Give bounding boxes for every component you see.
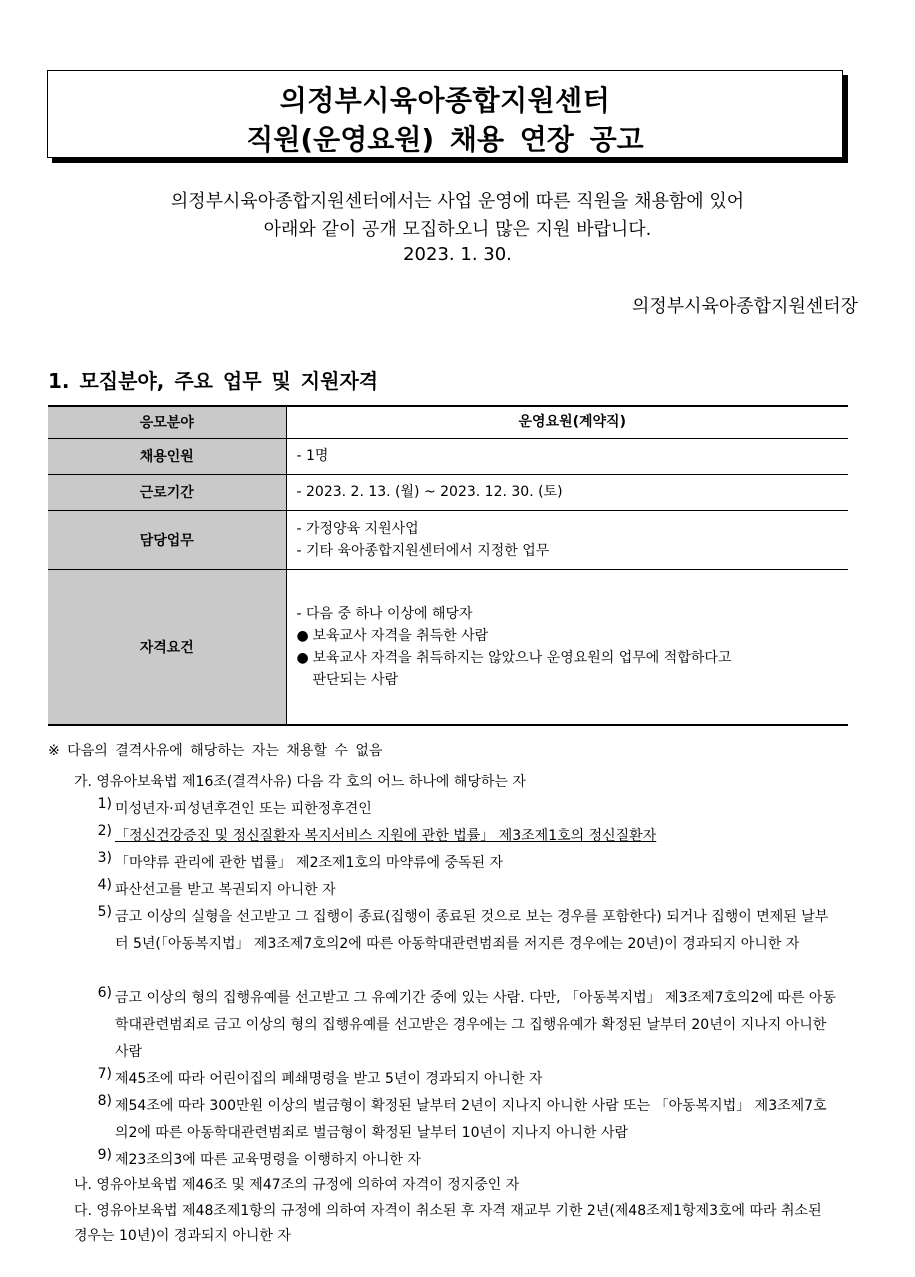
- qualification-line: ● 보육교사 자격을 취득하지는 않았으나 운영요원의 업무에 적합하다고: [297, 647, 849, 669]
- intro-line-1: 의정부시육아종합지원센터에서는 사업 운영에 따른 직원을 채용함에 있어: [170, 191, 745, 212]
- header-value: 운영요원(계약직): [286, 406, 848, 438]
- table-header-row: [48, 406, 848, 438]
- row-value: - 1명: [286, 438, 848, 474]
- section-heading: 1. 모집분야, 주요 업무 및 지원자격: [48, 369, 379, 393]
- sub-item-ga: 가. 영유아보육법 제16조(결격사유) 다음 각 호의 어느 하나에 해당하는 자: [74, 774, 526, 790]
- page-title: 의정부시육아종합지원센터: [279, 84, 611, 117]
- sub-item-na: 나. 영유아보육법 제46조 및 제47조의 규정에 의하여 자격이 정지중인 자: [74, 1177, 520, 1193]
- duty-line: - 가정양육 지원사업: [296, 520, 419, 537]
- duty-line: - 기타 육아종합지원센터에서 지정한 업무: [296, 542, 550, 559]
- qualification-line: - 다음 중 하나 이상에 해당자: [296, 605, 473, 622]
- header-label: 응모분야: [48, 406, 286, 438]
- row-label: 근로기간: [48, 474, 286, 510]
- notice-date: 2023. 1. 30.: [403, 244, 512, 265]
- sub-item-da: 다. 영유아보육법 제48조제1항의 규정에 의하여 자격이 취소된 후 자격 재교부 기한 2년(제48조제1항제3호에 따라 취소된 경우는 10년)이 경과되지 아니한 자: [74, 1203, 822, 1244]
- table-row: [48, 438, 848, 474]
- row-value: - 2023. 2. 13. (월) ~ 2023. 12. 30. (토): [286, 474, 848, 510]
- table-row: [48, 474, 848, 510]
- table-row: [48, 569, 848, 725]
- qualification-line: 판단되는 사람: [312, 671, 399, 688]
- title-box: [47, 70, 843, 158]
- table-row: [48, 510, 848, 569]
- bullet-icon: ●: [296, 627, 309, 644]
- intro-line-2: 아래와 같이 공개 모집하오니 많은 지원 바랍니다.: [263, 219, 652, 240]
- page-subtitle: 직원(운영요원) 채용 연장 공고: [246, 123, 644, 156]
- row-label: 채용인원: [48, 438, 286, 474]
- notes-title: ※ 다음의 결격사유에 해당하는 자는 채용할 수 없음: [48, 743, 383, 759]
- row-label: 자격요건: [48, 569, 286, 725]
- qualification-line: ● 보육교사 자격을 취득한 사람: [297, 625, 849, 647]
- recruitment-table: [48, 405, 848, 726]
- row-label: 담당업무: [48, 510, 286, 569]
- bullet-icon: ●: [296, 649, 309, 666]
- row-value: [286, 569, 848, 725]
- issuer-name: 의정부시육아종합지원센터장: [631, 296, 858, 317]
- row-value: [286, 510, 848, 569]
